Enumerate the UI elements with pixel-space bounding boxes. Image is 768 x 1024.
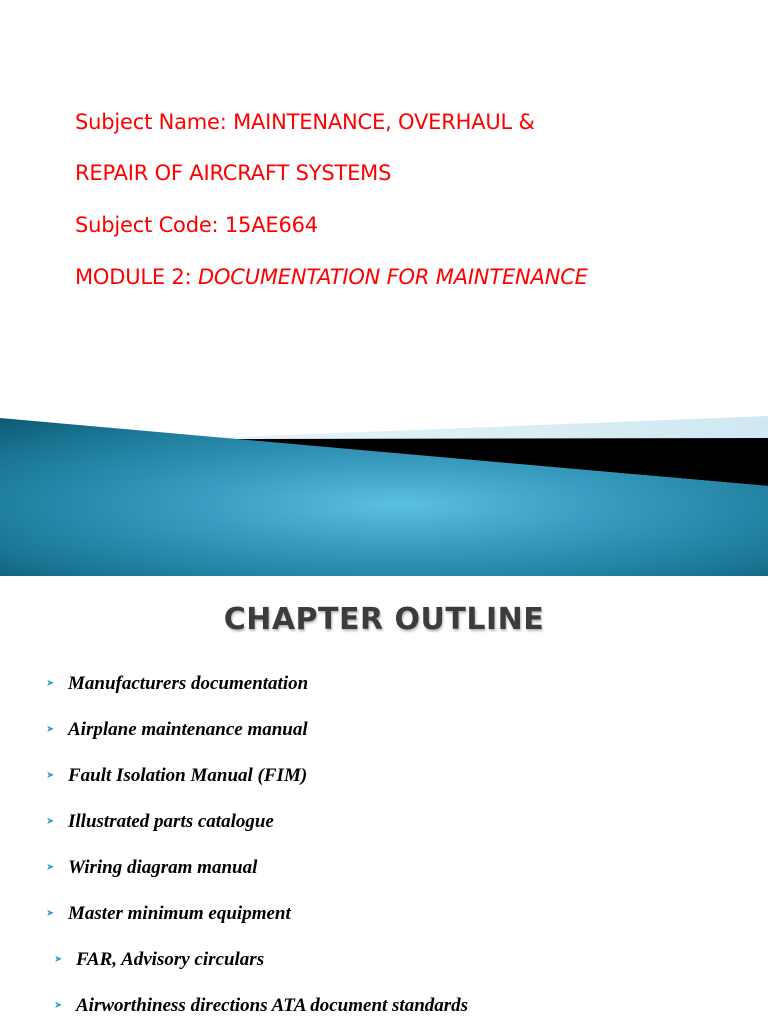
outline-item [54, 947, 264, 973]
outline-item [54, 993, 468, 1019]
banner-pale-stripe [210, 416, 768, 440]
outline-item [46, 671, 308, 697]
outline-item-text: Wiring diagram manual [68, 857, 258, 878]
arrow-bullet-icon: ➤ [46, 862, 55, 873]
arrow-bullet-icon: ➤ [46, 678, 55, 689]
arrow-bullet-icon: ➤ [54, 1000, 63, 1011]
arrow-bullet-icon: ➤ [46, 908, 55, 919]
outline-item [46, 717, 308, 743]
module-title: DOCUMENTATION FOR MAINTENANCE [197, 265, 588, 289]
module-prefix: MODULE 2: [75, 265, 198, 289]
outline-item-text: FAR, Advisory circulars [76, 949, 265, 970]
outline-item-text: Airplane maintenance manual [68, 719, 308, 740]
arrow-bullet-icon: ➤ [46, 724, 55, 735]
outline-item [46, 901, 291, 927]
arrow-bullet-icon: ➤ [46, 770, 55, 781]
arrow-bullet-icon: ➤ [54, 954, 63, 965]
outline-item [46, 763, 307, 789]
outline-item [46, 855, 257, 881]
subject-code-line: Subject Code: 15AE664 [75, 213, 318, 237]
outline-list [0, 576, 768, 1024]
subject-name-line-continued: REPAIR OF AIRCRAFT SYSTEMS [75, 161, 392, 185]
arrow-bullet-icon: ➤ [46, 816, 55, 827]
subject-name-line: Subject Name: MAINTENANCE, OVERHAUL & [75, 110, 535, 134]
decorative-banner [0, 400, 768, 576]
outline-item-text: Manufacturers documentation [68, 673, 309, 694]
chapter-outline-heading: CHAPTER OUTLINE [223, 602, 545, 637]
outline-slide [0, 576, 768, 1024]
outline-item-text: Illustrated parts catalogue [68, 811, 274, 832]
module-line [75, 265, 588, 289]
outline-item-text: Master minimum equipment [68, 903, 291, 924]
outline-item-text: Fault Isolation Manual (FIM) [68, 765, 308, 786]
outline-item-text: Airworthiness directions ATA document standards [76, 995, 469, 1016]
outline-item [46, 809, 274, 835]
